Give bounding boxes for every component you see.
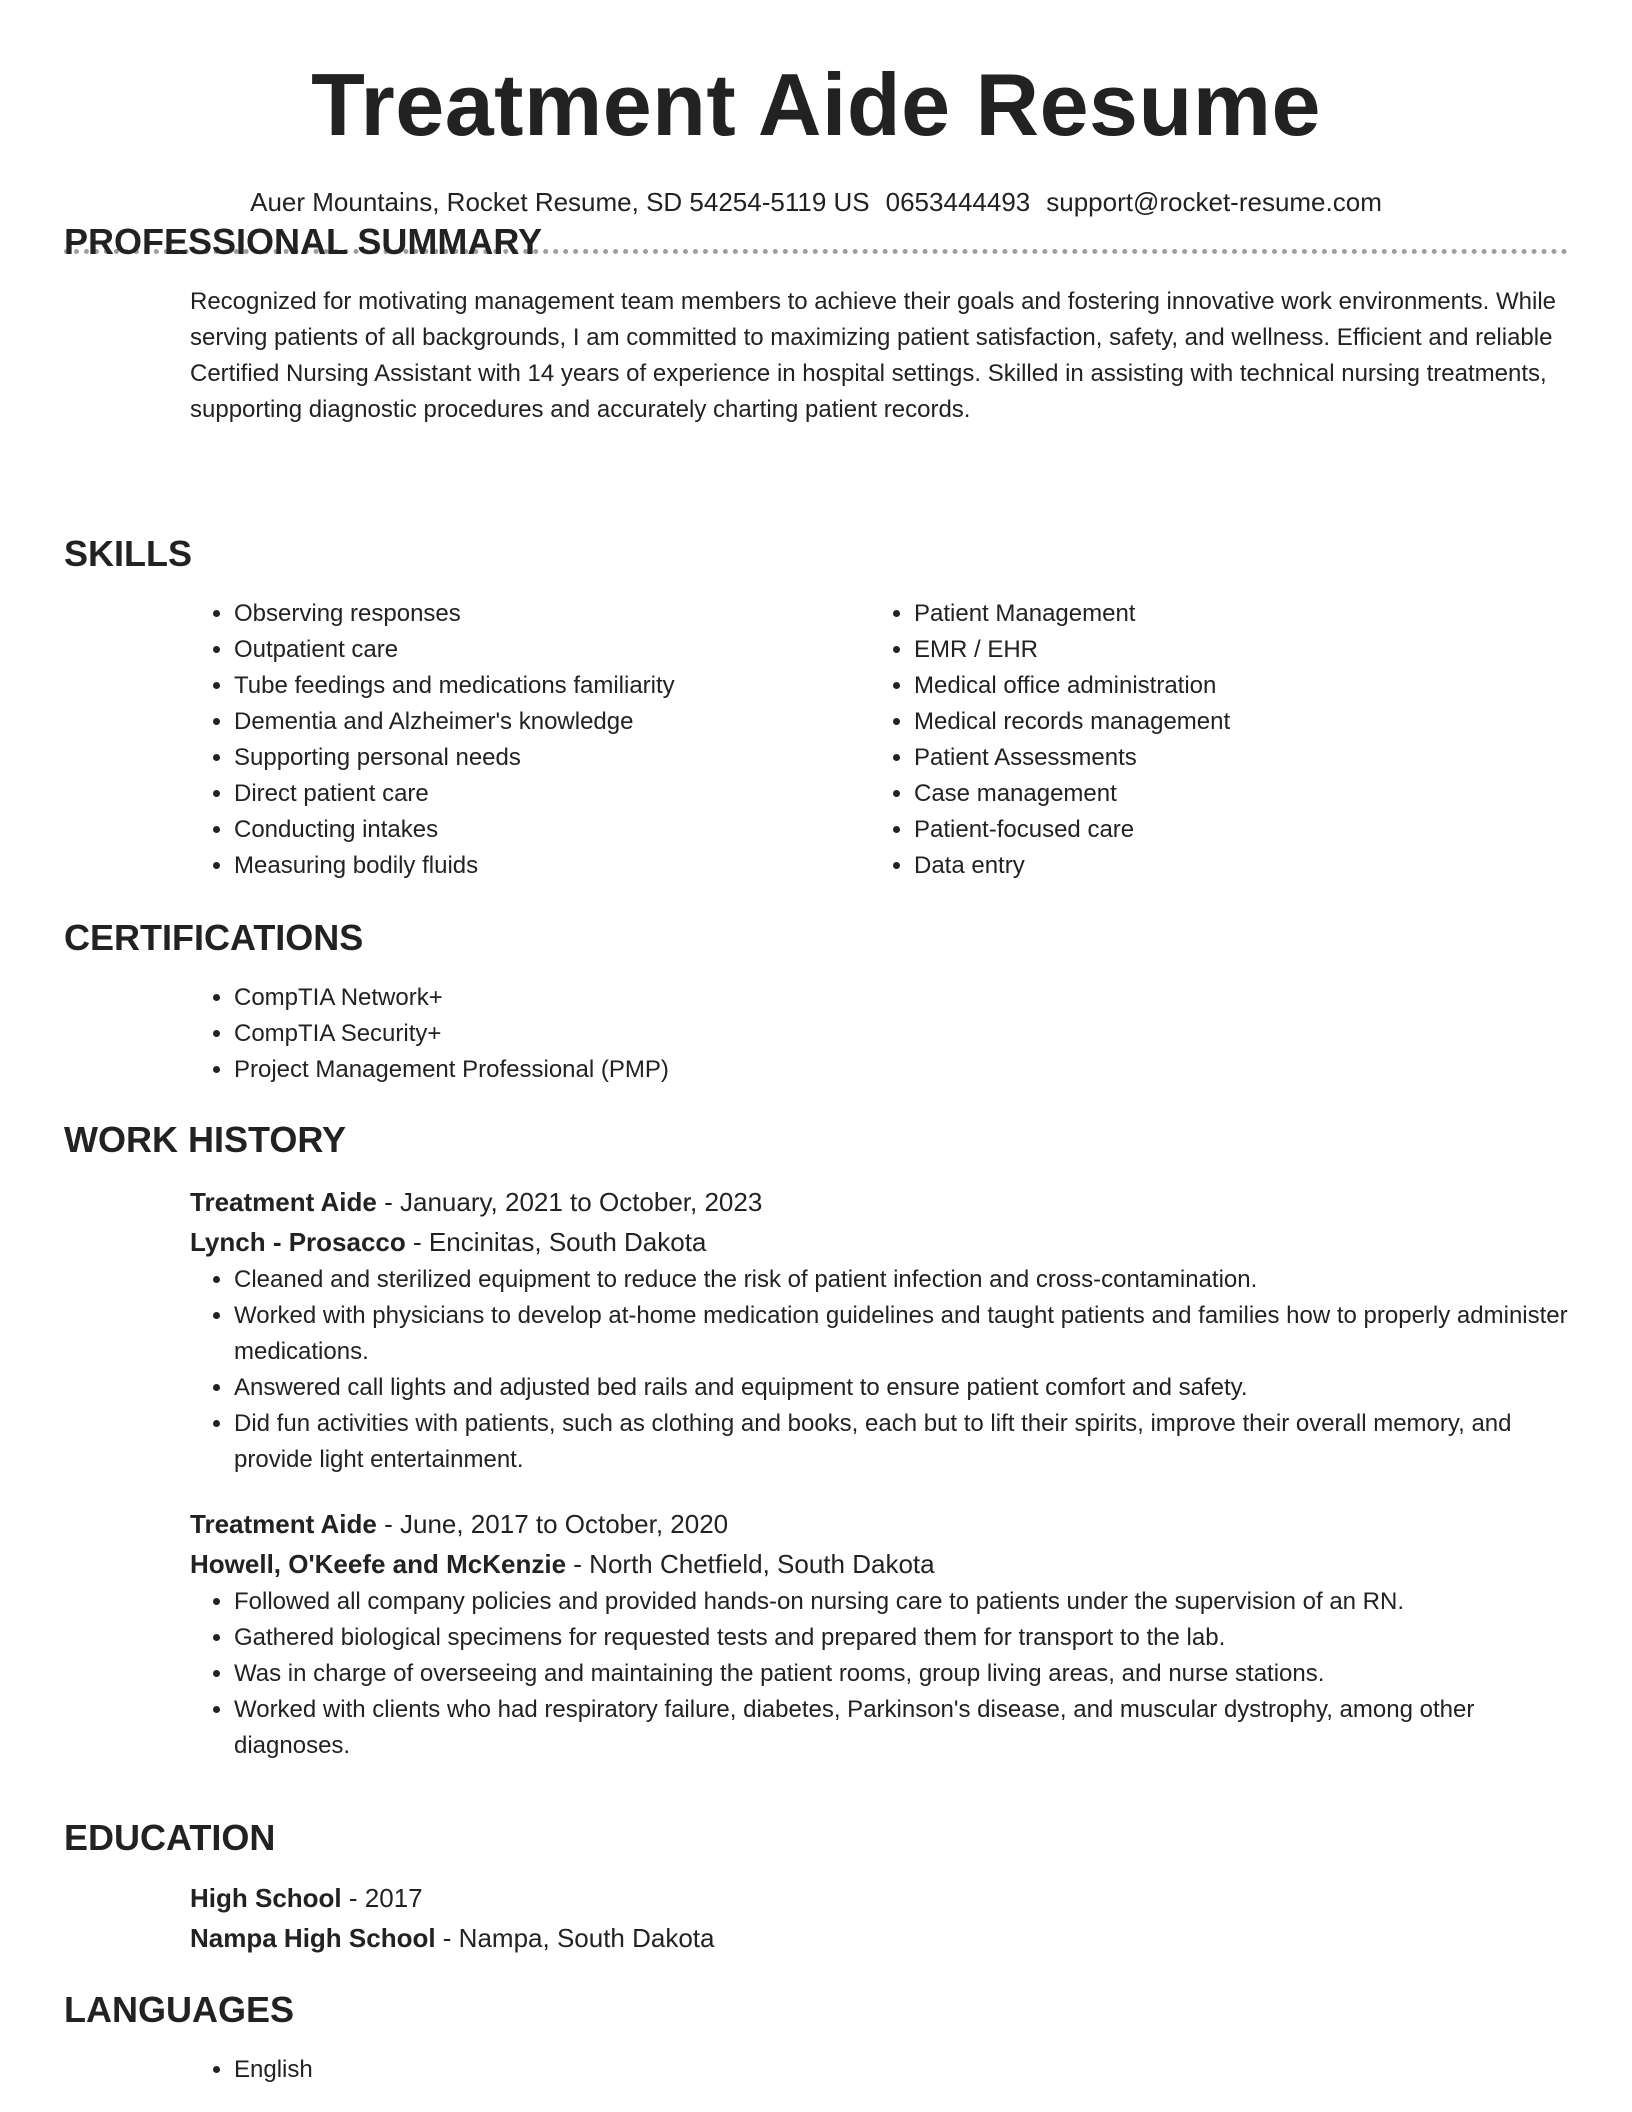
skills-list-left [190, 596, 870, 884]
work-heading: WORK HISTORY [64, 1119, 347, 1160]
skill-item: • Patient-focused care [914, 812, 1550, 848]
contact-line [64, 185, 1568, 219]
job-bullet: • Followed all company policies and provided hands-on nursing care to patients under the supervision of an RN. [234, 1584, 1568, 1620]
skill-item: • Patient Management [914, 596, 1550, 632]
education-school: Nampa High School [190, 1923, 436, 1953]
job-dates: - June, 2017 to October, 2020 [376, 1509, 729, 1539]
job-bullet: • Was in charge of overseeing and maintaining the patient rooms, group living areas, and nurse stations. [234, 1656, 1568, 1692]
job-location: - North Chetfield, South Dakota [566, 1549, 935, 1579]
job-title-line [190, 1504, 1568, 1544]
skill-item: • Conducting intakes [234, 812, 870, 848]
languages-heading: LANGUAGES [64, 1989, 295, 2030]
education-section [64, 1816, 1568, 1958]
skill-item: • Dementia and Alzheimer's knowledge [234, 704, 870, 740]
contact-email: support@rocket-resume.com [1046, 187, 1382, 217]
job-bullet: • Answered call lights and adjusted bed rails and equipment to ensure patient comfort and safety. [234, 1370, 1568, 1406]
skill-item: • Patient Assessments [914, 740, 1550, 776]
skill-item: • Medical office administration [914, 668, 1550, 704]
job-bullet: • Gathered biological specimens for requested tests and prepared them for transport to the lab. [234, 1620, 1568, 1656]
job-company: Howell, O'Keefe and McKenzie [190, 1549, 567, 1579]
job-bullet: • Worked with clients who had respiratory failure, diabetes, Parkinson's disease, and muscular dystrophy, among other diagnoses. [234, 1692, 1568, 1764]
skill-item: • Tube feedings and medications familiarity [234, 668, 870, 704]
certifications-list [190, 980, 1568, 1088]
skill-item: • Outpatient care [234, 632, 870, 668]
skill-item: • Medical records management [914, 704, 1550, 740]
certifications-section [64, 916, 1568, 1088]
skills-heading: SKILLS [64, 533, 193, 574]
skills-section [64, 532, 1568, 884]
contact-phone: 0653444493 [885, 187, 1031, 217]
skill-item: • Case management [914, 776, 1550, 812]
job-bullet: • Cleaned and sterilized equipment to reduce the risk of patient infection and cross-contamination. [234, 1262, 1568, 1298]
job-bullet-list [190, 1584, 1568, 1764]
resume-title: Treatment Aide Resume [311, 55, 1321, 154]
job-entry [190, 1182, 1568, 1478]
job-company-line [190, 1222, 1568, 1262]
job-company-line [190, 1544, 1568, 1584]
skill-item: • EMR / EHR [914, 632, 1550, 668]
contact-address: Auer Mountains, Rocket Resume, SD 54254-5119 US [250, 187, 870, 217]
education-heading: EDUCATION [64, 1817, 276, 1858]
certification-item: • CompTIA Network+ [234, 980, 1568, 1016]
education-school-line [190, 1918, 1568, 1958]
job-bullet-list [190, 1262, 1568, 1478]
job-entry [190, 1504, 1568, 1764]
languages-block [190, 2052, 1568, 2088]
languages-list [190, 2052, 1568, 2088]
job-bullet: • Did fun activities with patients, such as clothing and books, each but to lift their spirits, improve their overall memory, and provide light entertainment. [234, 1406, 1568, 1478]
certifications-block [190, 980, 1568, 1088]
summary-section [64, 220, 1568, 428]
job-title: Treatment Aide [190, 1509, 377, 1539]
education-year: - 2017 [341, 1883, 423, 1913]
skills-list-right [870, 596, 1550, 884]
skill-item: • Measuring bodily fluids [234, 848, 870, 884]
job-company: Lynch - Prosacco [190, 1227, 406, 1257]
skills-columns [190, 596, 1568, 884]
resume-page [64, 0, 1568, 2083]
skills-column-right [870, 596, 1550, 884]
work-section [64, 1118, 1568, 1764]
certification-item: • CompTIA Security+ [234, 1016, 1568, 1052]
education-location: - Nampa, South Dakota [435, 1923, 715, 1953]
skills-column-left [190, 596, 870, 884]
skill-item: • Data entry [914, 848, 1550, 884]
job-location: - Encinitas, South Dakota [405, 1227, 707, 1257]
job-title-line [190, 1182, 1568, 1222]
certification-item: • Project Management Professional (PMP) [234, 1052, 1568, 1088]
skill-item: • Supporting personal needs [234, 740, 870, 776]
certifications-heading: CERTIFICATIONS [64, 917, 364, 958]
job-bullet: • Worked with physicians to develop at-home medication guidelines and taught patients and families how to properly administer medications. [234, 1298, 1568, 1370]
education-degree: High School [190, 1883, 342, 1913]
job-dates: - January, 2021 to October, 2023 [376, 1187, 763, 1217]
education-degree-line [190, 1878, 1568, 1918]
education-entry [190, 1878, 1568, 1958]
job-title: Treatment Aide [190, 1187, 377, 1217]
summary-heading: PROFESSIONAL SUMMARY [64, 221, 543, 262]
language-item: • English [234, 2052, 1568, 2088]
summary-text: Recognized for motivating management team members to achieve their goals and fostering innovative work environments. While serving patients of all backgrounds, I am committed to maximizing patient satisfaction, safety, and wellness. Efficient and reliable Certified Nursing Assistant with 14 years of experience in hospital settings. Skilled in assisting with technical nursing treatments, supporting diagnostic procedures and accurately charting patient records. [190, 288, 1557, 423]
skill-item: • Direct patient care [234, 776, 870, 812]
languages-section [64, 1988, 1568, 2088]
skill-item: • Observing responses [234, 596, 870, 632]
